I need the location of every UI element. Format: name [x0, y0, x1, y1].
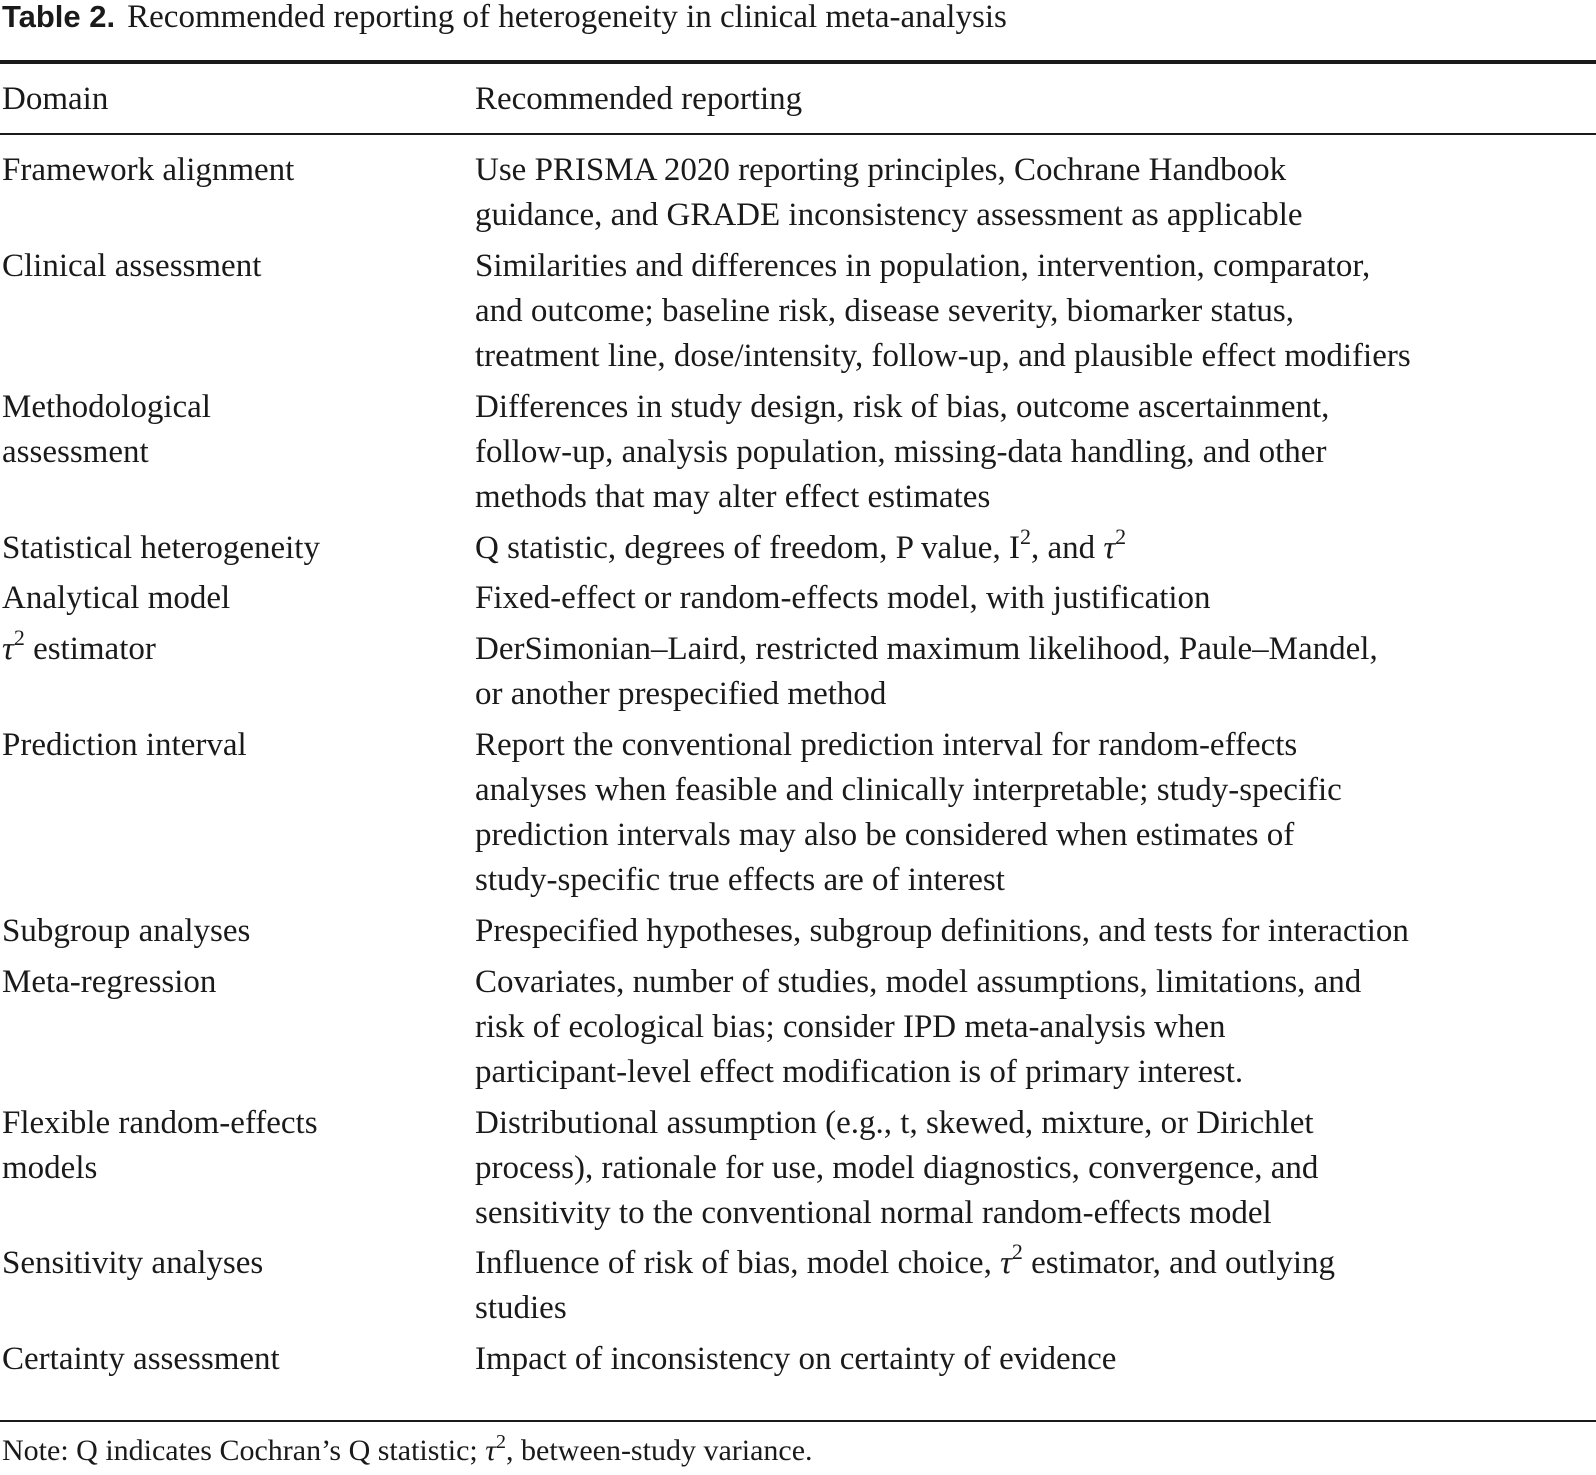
row-domain: Methodological — [2, 389, 211, 425]
row-text-line: Prespecified hypotheses, subgroup definitions, and tests for interaction — [475, 913, 1409, 949]
header-recommended-reporting: Recommended reporting — [475, 81, 803, 117]
superscript: 2 — [1115, 524, 1127, 549]
row-domain: Clinical assessment — [2, 248, 262, 284]
row-text-line: sensitivity to the conventional normal random-effects model — [475, 1195, 1272, 1231]
text-segment: Q statistic, degrees of freedom, P value, I — [475, 530, 1020, 566]
superscript: 2 — [496, 1431, 506, 1453]
row-domain-line2: models — [2, 1150, 98, 1186]
tau-symbol: τ — [1000, 1245, 1012, 1281]
row-text-line: Use PRISMA 2020 reporting principles, Cochrane Handbook — [475, 152, 1287, 188]
text-segment: estimator, and outlying — [1022, 1245, 1336, 1281]
row-domain: Statistical heterogeneity — [2, 530, 320, 566]
superscript: 2 — [1019, 524, 1031, 549]
row-text-line: Report the conventional prediction interval for random-effects — [475, 727, 1298, 763]
row-domain: Analytical model — [2, 580, 231, 616]
row-domain: Certainty assessment — [2, 1341, 280, 1377]
row-text-line: Fixed-effect or random-effects model, with justification — [475, 580, 1211, 616]
header-rule — [0, 133, 1596, 135]
row-domain: Meta-regression — [2, 964, 217, 1000]
note-suffix: , between-study variance. — [506, 1434, 813, 1467]
row-text-line: risk of ecological bias; consider IPD meta-analysis when — [475, 1009, 1226, 1045]
tau-symbol: τ — [1103, 530, 1116, 566]
row-text-line: methods that may alter effect estimates — [475, 479, 991, 515]
row-domain-line2: assessment — [2, 434, 149, 470]
text-segment: , and — [1030, 530, 1104, 566]
row-text-line: Distributional assumption (e.g., t, skewed, mixture, or Dirichlet — [475, 1105, 1314, 1141]
row-domain: Framework alignment — [2, 152, 295, 188]
row-domain: Prediction interval — [2, 727, 247, 763]
superscript: 2 — [13, 625, 25, 650]
row-domain — [2, 627, 156, 672]
row-text-line: and outcome; baseline risk, disease severity, biomarker status, — [475, 293, 1294, 329]
row-text-line: treatment line, dose/intensity, follow-up, and plausible effect modifiers — [475, 338, 1411, 374]
note-prefix: Note: Q indicates Cochran’s Q statistic; — [2, 1434, 486, 1467]
bottom-rule — [0, 1420, 1596, 1422]
row-domain: Sensitivity analyses — [2, 1245, 264, 1281]
row-text-line: Differences in study design, risk of bias, outcome ascertainment, — [475, 389, 1330, 425]
table-title: Recommended reporting of heterogeneity in clinical meta-analysis — [127, 0, 1007, 35]
row-text-line: study-specific true effects are of interest — [475, 862, 1005, 898]
table-note — [2, 1432, 813, 1470]
superscript: 2 — [1011, 1239, 1023, 1264]
row-text-line: analyses when feasible and clinically interpretable; study-specific — [475, 772, 1342, 808]
row-text-line: prediction intervals may also be considered when estimates of — [475, 817, 1295, 853]
row-text-line: guidance, and GRADE inconsistency assessment as applicable — [475, 197, 1303, 233]
tau-symbol: τ — [2, 631, 14, 667]
row-text-line: Similarities and differences in population, intervention, comparator, — [475, 248, 1371, 284]
row-domain: Flexible random-effects — [2, 1105, 318, 1141]
row-text-line: process), rationale for use, model diagnostics, convergence, and — [475, 1150, 1319, 1186]
text-segment: Influence of risk of bias, model choice, — [475, 1245, 1001, 1281]
row-text-line: DerSimonian–Laird, restricted maximum likelihood, Paule–Mandel, — [475, 631, 1378, 667]
row-text-line: studies — [475, 1290, 567, 1326]
header-domain: Domain — [2, 81, 109, 117]
row-text-line: participant-level effect modification is of primary interest. — [475, 1054, 1244, 1090]
table-caption — [2, 0, 1007, 34]
table-label: Table 2. — [2, 0, 116, 34]
row-text-line: follow-up, analysis population, missing-data handling, and other — [475, 434, 1327, 470]
text-segment: estimator — [24, 631, 156, 667]
top-rule — [0, 60, 1596, 64]
row-text-line — [475, 526, 1126, 571]
row-text-line: or another prespecified method — [475, 676, 887, 712]
row-text-line — [475, 1241, 1335, 1286]
row-text-line: Impact of inconsistency on certainty of evidence — [475, 1341, 1117, 1377]
tau-symbol: τ — [485, 1434, 496, 1467]
row-domain: Subgroup analyses — [2, 913, 251, 949]
row-text-line: Covariates, number of studies, model assumptions, limitations, and — [475, 964, 1362, 1000]
